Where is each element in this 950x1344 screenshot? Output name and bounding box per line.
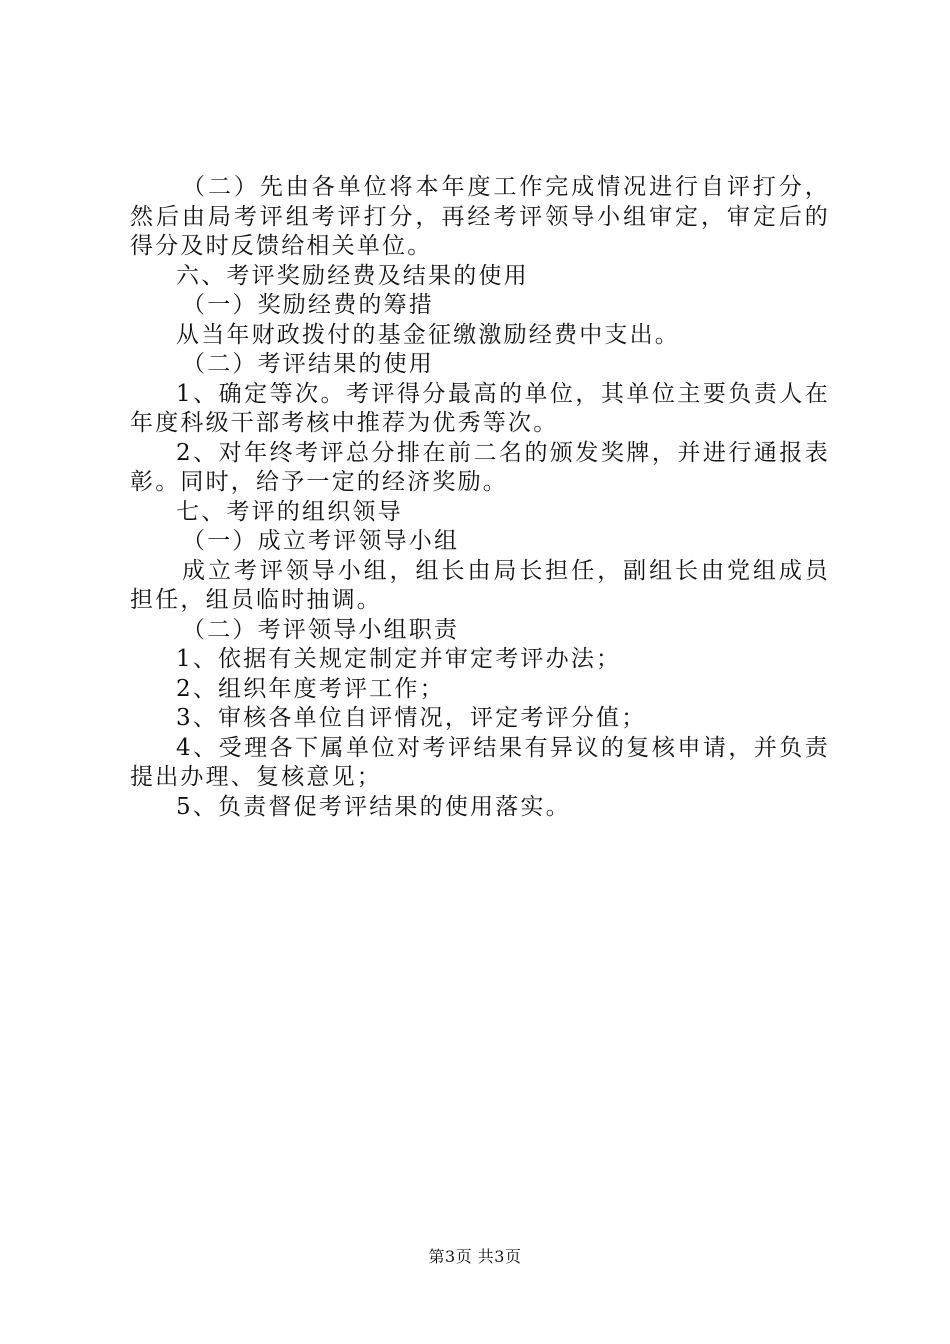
- list-item-duty-3: 3、审核各单位自评情况，评定考评分值；: [176, 705, 647, 731]
- list-item-duty-4: 4、受理各下属单位对考评结果有异议的复核申请，并负责提出办理、复核意见；: [130, 734, 830, 790]
- paragraph-grade-determination: 1、确定等次。考评得分最高的单位，其单位主要负责人在年度科级干部考核中推荐为优秀等次。: [130, 380, 830, 436]
- list-item-duty-1: 1、依据有关规定制定并审定考评办法；: [176, 646, 622, 672]
- paragraph-awards: 2、对年终考评总分排在前二名的颁发奖牌，并进行通报表彰。同时，给予一定的经济奖励。: [130, 439, 830, 495]
- document-body: [130, 173, 830, 822]
- paragraph-self-evaluation: （二）先由各单位将本年度工作完成情况进行自评打分，然后由局考评组考评打分，再经考评领导小组审定，审定后的得分及时反馈给相关单位。: [130, 174, 830, 259]
- paragraph-group-composition: 成立考评领导小组，组长由局长担任，副组长由党组成员担任，组员临时抽调。: [130, 557, 830, 613]
- subheading-result-usage: （二）考评结果的使用: [182, 351, 434, 377]
- heading-section-seven: 七、考评的组织领导: [176, 498, 403, 525]
- subheading-group-duties: （二）考评领导小组职责: [182, 616, 460, 643]
- heading-section-six: 六、考评奖励经费及结果的使用: [176, 262, 529, 289]
- subheading-funding: （一）奖励经费的筹措: [182, 292, 434, 318]
- page-footer: 第3页 共3页: [428, 1247, 522, 1266]
- list-item-duty-2: 2、组织年度考评工作；: [176, 675, 445, 702]
- list-item-duty-5: 5、负责督促考评结果的使用落实。: [176, 793, 571, 820]
- paragraph-funding-source: 从当年财政拨付的基金征缴激励经费中支出。: [176, 321, 680, 348]
- subheading-leading-group: （一）成立考评领导小组: [182, 528, 460, 554]
